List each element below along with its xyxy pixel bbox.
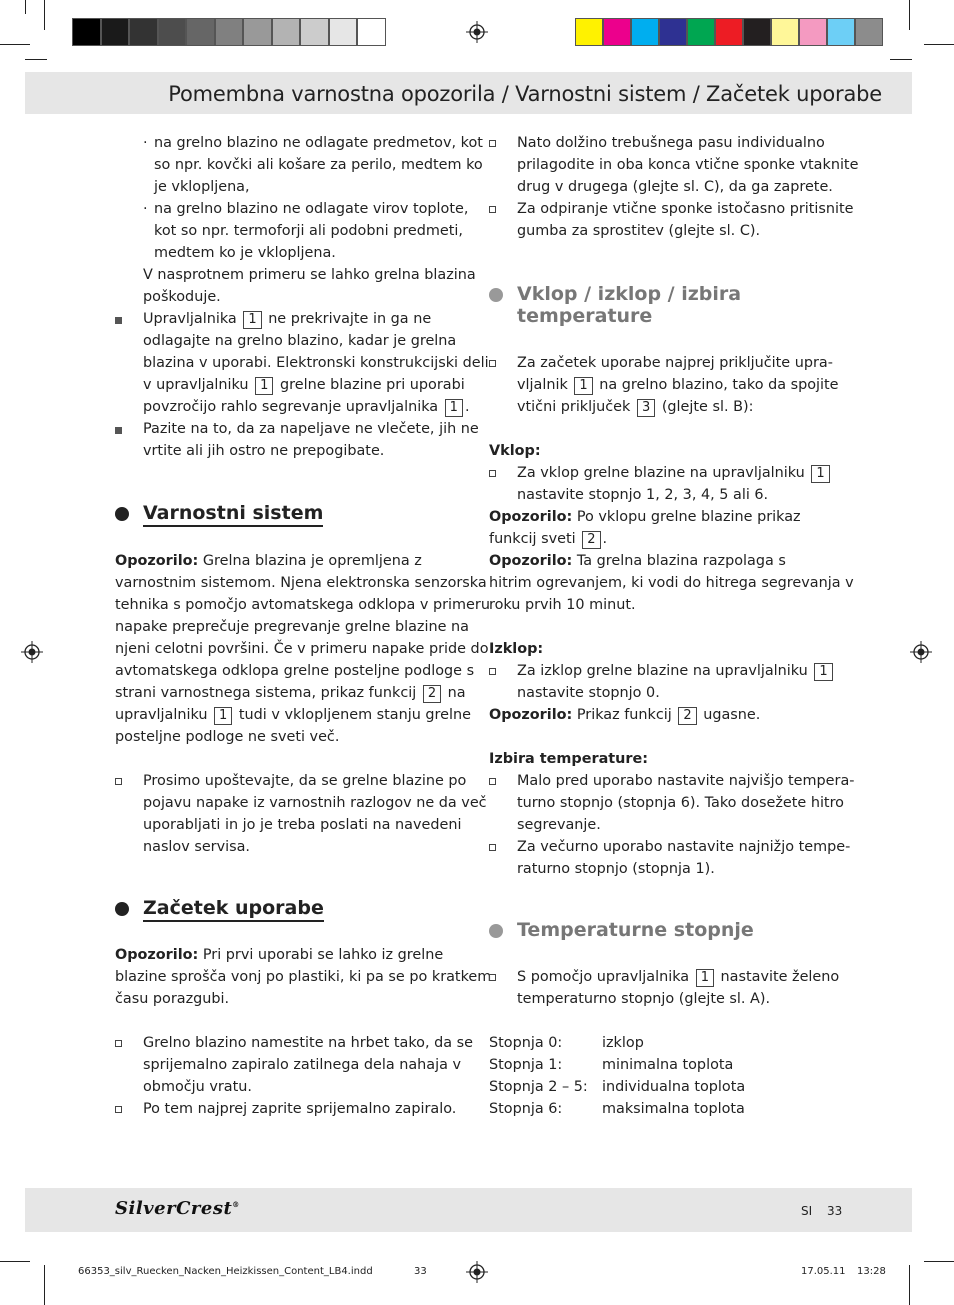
level-value: maksimalna toplota — [602, 1101, 745, 1117]
text: na — [447, 685, 466, 701]
grey-swatch — [101, 18, 130, 46]
part-number: 3 — [637, 399, 655, 417]
text: ugasne. — [703, 707, 761, 723]
level-row — [489, 1032, 849, 1054]
color-swatch — [771, 18, 799, 46]
subheading: Vklop: — [489, 443, 541, 459]
file-page: 33 — [414, 1266, 427, 1277]
part-number: 2 — [423, 685, 441, 703]
level-row — [489, 1054, 849, 1076]
text: vljalnik — [517, 377, 568, 393]
grey-swatch — [272, 18, 301, 46]
text: blazina v uporabi. Elektronski konstrukcijski deli — [143, 355, 489, 371]
grey-swatch — [215, 18, 244, 46]
color-swatch — [659, 18, 687, 46]
text: Prikaz funkcij — [576, 707, 672, 723]
part-number: 1 — [811, 465, 829, 483]
text: na grelno blazino, tako da spojite — [599, 377, 839, 393]
text: pojavu napake iz varnostnih razlogov ne da več — [143, 795, 487, 811]
text: S pomočjo upravljalnika — [517, 969, 690, 985]
warning-label: Opozorilo: — [489, 707, 573, 723]
crop-mark — [909, 1265, 910, 1305]
crop-mark — [44, 0, 45, 30]
text: prilagodite in oba konca vtične sponke vtaknite — [517, 157, 859, 173]
checkbox-bullet-icon — [489, 470, 496, 477]
level-key: Stopnja 2 – 5: — [489, 1079, 588, 1095]
file-date: 17.05.11 — [801, 1266, 846, 1277]
grey-swatch — [129, 18, 158, 46]
grey-swatch — [243, 18, 272, 46]
page-title: Pomembna varnostna opozorila / Varnostni sistem / Začetek uporabe — [168, 82, 882, 106]
text: raturno stopnjo (stopnja 1). — [517, 861, 715, 877]
level-key: Stopnja 1: — [489, 1057, 563, 1073]
color-swatch — [575, 18, 603, 46]
grey-swatch — [186, 18, 215, 46]
text: varnostnim sistemom. Njena elektronska senzorska — [115, 575, 487, 591]
left-column-start — [115, 944, 492, 1120]
color-swatch — [603, 18, 631, 46]
color-swatch — [855, 18, 883, 46]
text: Za izklop grelne blazine na upravljalniku — [517, 663, 808, 679]
text: roku prvih 10 minut. — [489, 597, 636, 613]
text: funkcij sveti — [489, 531, 576, 547]
warning-label: Opozorilo: — [489, 509, 573, 525]
text: grelne blazine pri uporabi — [279, 377, 465, 393]
text: Grelna blazina je opremljena z — [202, 553, 422, 569]
text: povzročijo rahlo segrevanje upravljalnika — [143, 399, 439, 415]
paragraph-text: V nasprotnem primeru se lahko grelna blazina — [143, 267, 476, 283]
text: nastavite stopnjo 0. — [517, 685, 660, 701]
text: v upravljalniku — [143, 377, 249, 393]
text: Nato dolžino trebušnega pasu individualno — [517, 135, 825, 151]
text: (glejte sl. B): — [661, 399, 754, 415]
crop-mark — [924, 1261, 954, 1262]
subheading: Izbira temperature: — [489, 751, 649, 767]
text: . — [602, 531, 608, 547]
text: turno stopnjo (stopnja 6). Tako dosežete hitro — [517, 795, 844, 811]
checkbox-bullet-icon — [115, 1040, 122, 1047]
text: vtični priključek — [517, 399, 631, 415]
crop-mark — [25, 0, 26, 14]
text: Za vklop grelne blazine na upravljalniku — [517, 465, 805, 481]
text: tudi v vklopljenem stanju grelne — [238, 707, 471, 723]
text: Za večurno uporabo nastavite najnižjo tempe- — [517, 839, 851, 855]
list-item: kot so npr. termoforji ali podobni predmeti, — [154, 223, 463, 239]
text: temperaturno stopnjo (glejte sl. A). — [517, 991, 771, 1007]
part-number: 2 — [582, 531, 600, 549]
crop-mark — [0, 1261, 30, 1262]
part-number: 1 — [243, 311, 261, 329]
text: Za začetek uporabe najprej priključite upra- — [517, 355, 833, 371]
part-number: 1 — [574, 377, 592, 395]
text: Grelno blazino namestite na hrbet tako, da se — [143, 1035, 473, 1051]
registration-mark-icon — [466, 1261, 488, 1283]
text: blazine sprošča vonj po plastiki, ki pa se po kratkem — [115, 969, 492, 985]
level-key: Stopnja 6: — [489, 1101, 563, 1117]
text: segrevanje. — [517, 817, 601, 833]
text: naslov servisa. — [143, 839, 251, 855]
text: Prosimo upoštevajte, da se grelne blazine po — [143, 773, 467, 789]
grey-swatch — [329, 18, 358, 46]
file-time: 13:28 — [857, 1266, 886, 1277]
section-heading: Vklop / izklop / izbira temperature — [489, 283, 741, 327]
level-key: Stopnja 0: — [489, 1035, 563, 1051]
grey-swatch — [357, 18, 386, 46]
text: napake preprečuje pregrevanje grelne blazine na — [115, 619, 469, 635]
checkbox-bullet-icon — [489, 974, 496, 981]
registration-mark-icon — [910, 641, 932, 663]
text: tehnika s pomočjo avtomatskega odklopa v primeru — [115, 597, 490, 613]
file-name: 66353_silv_Ruecken_Nacken_Heizkissen_Content_LB4.indd — [78, 1266, 373, 1277]
level-row — [489, 1098, 849, 1120]
crop-mark — [0, 44, 30, 45]
grey-swatch — [300, 18, 329, 46]
text: Upravljalnika — [143, 311, 237, 327]
checkbox-bullet-icon — [115, 1106, 122, 1113]
list-item: je vklopljena, — [154, 179, 250, 195]
level-value: individualna toplota — [602, 1079, 746, 1095]
level-value: izklop — [602, 1035, 644, 1051]
text: času porazgubi. — [115, 991, 230, 1007]
text: Ta grelna blazina razpolaga s — [576, 553, 786, 569]
text: odlagajte na grelno blazino, kadar je grelna — [143, 333, 457, 349]
left-column-safety — [115, 550, 490, 858]
color-swatch — [743, 18, 771, 46]
warning-label: Opozorilo: — [489, 553, 573, 569]
page-lang: SI — [801, 1204, 813, 1218]
crop-mark — [909, 0, 910, 30]
brand-logo: SilverCrest® — [115, 1198, 240, 1219]
crop-mark — [44, 1265, 45, 1305]
bullet-icon — [115, 317, 122, 324]
text: območju vratu. — [143, 1079, 252, 1095]
warning-label: Opozorilo: — [115, 553, 199, 569]
list-item: so npr. kovčki ali košare za perilo, medtem ko — [154, 157, 483, 173]
paragraph-text: poškoduje. — [143, 289, 221, 305]
part-number: 1 — [214, 707, 232, 725]
grey-swatch — [158, 18, 187, 46]
crop-mark — [890, 59, 912, 60]
part-number: 1 — [696, 969, 714, 987]
color-swatch — [687, 18, 715, 46]
level-row — [489, 1076, 849, 1098]
part-number: 1 — [445, 399, 463, 417]
registration-mark-icon — [21, 641, 43, 663]
part-number: 1 — [814, 663, 832, 681]
page-number: 33 — [827, 1204, 843, 1218]
text: njeni celotni površini. Če v primeru napake pride do — [115, 641, 489, 657]
text: Malo pred uporabo nastavite najvišjo tempera- — [517, 773, 855, 789]
text: Za odpiranje vtične sponke istočasno pritisnite — [517, 201, 854, 217]
checkbox-bullet-icon — [489, 140, 496, 147]
text: . — [464, 399, 470, 415]
brand-text: SilverCrest — [115, 1198, 233, 1219]
right-column — [489, 132, 859, 242]
text: hitrim ogrevanjem, ki vodi do hitrega segrevanja v — [489, 575, 854, 591]
color-swatch — [631, 18, 659, 46]
registration-mark-icon — [466, 21, 488, 43]
text: avtomatskega odklopa grelne posteljne podloge s — [115, 663, 475, 679]
left-column: · na grelno blazino ne odlagate predmetov, kot so npr. kovčki ali košare za perilo, medtem ko je vklopljena, · na grelno blazino ne odlagate virov toplote, kot so npr. termoforji ali podobni predmeti, medtem ko je vklopljena. V nasprotnem primeru se lahko grelna blazina poškoduje. Upravljalnika 1 ne prekrivajte in ga ne odlagajte na grelno blazino, kadar je grelna blazina v uporabi. Elektronski konstrukcijski deli v upravljalniku 1 grelne blazine pri uporabi povzročijo rahlo segrevanje upravljalnika 1 . Pazite na to, da za napeljave ne vlečete, jih ne vrtite ali jih ostro ne prepogibate. — [115, 132, 475, 462]
part-number: 2 — [678, 707, 696, 725]
list-item: na grelno blazino ne odlagate predmetov, kot — [154, 135, 483, 151]
text: nastavite želeno — [720, 969, 840, 985]
checkbox-bullet-icon — [489, 778, 496, 785]
checkbox-bullet-icon — [489, 844, 496, 851]
bullet-icon — [115, 427, 122, 434]
checkbox-bullet-icon — [115, 778, 122, 785]
crop-mark — [924, 44, 954, 45]
text: posteljne podloge ne sveti več. — [115, 729, 340, 745]
grey-swatch — [72, 18, 101, 46]
text: Po vklopu grelne blazine prikaz — [576, 509, 801, 525]
section-heading: Začetek uporabe — [115, 897, 324, 919]
section-heading: Temperaturne stopnje — [489, 919, 754, 941]
color-swatch — [715, 18, 743, 46]
checkbox-bullet-icon — [489, 360, 496, 367]
text: sprijemalno zapiralo zatilnega dela nahaja v — [143, 1057, 462, 1073]
text: Po tem najprej zaprite sprijemalno zapiralo. — [143, 1101, 457, 1117]
text: Pri prvi uporabi se lahko iz grelne — [202, 947, 444, 963]
subheading: Izklop: — [489, 641, 544, 657]
text: upravljalniku — [115, 707, 208, 723]
text: gumba za sprostitev (glejte sl. C). — [517, 223, 761, 239]
level-value: minimalna toplota — [602, 1057, 734, 1073]
right-column-levels — [489, 966, 849, 1120]
right-column-onoff — [489, 352, 855, 880]
section-heading: Varnostni sistem — [115, 502, 323, 524]
text: ne prekrivajte in ga ne — [268, 311, 432, 327]
text: vrtite ali jih ostro ne prepogibate. — [143, 443, 385, 459]
color-swatch — [827, 18, 855, 46]
text: uporabljati in jo je treba poslati na navedeni — [143, 817, 462, 833]
list-item: na grelno blazino ne odlagate virov toplote, — [154, 201, 469, 217]
checkbox-bullet-icon — [489, 206, 496, 213]
text: Pazite na to, da za napeljave ne vlečete, jih ne — [143, 421, 479, 437]
part-number: 1 — [255, 377, 273, 395]
text: strani varnostnega sistema, prikaz funkcij — [115, 685, 417, 701]
warning-label: Opozorilo: — [115, 947, 199, 963]
crop-mark — [25, 59, 47, 60]
list-item: medtem ko je vklopljena. — [154, 245, 336, 261]
text: nastavite stopnjo 1, 2, 3, 4, 5 ali 6. — [517, 487, 769, 503]
checkbox-bullet-icon — [489, 668, 496, 675]
color-swatch — [799, 18, 827, 46]
text: drug v drugega (glejte sl. C), da ga zaprete. — [517, 179, 833, 195]
